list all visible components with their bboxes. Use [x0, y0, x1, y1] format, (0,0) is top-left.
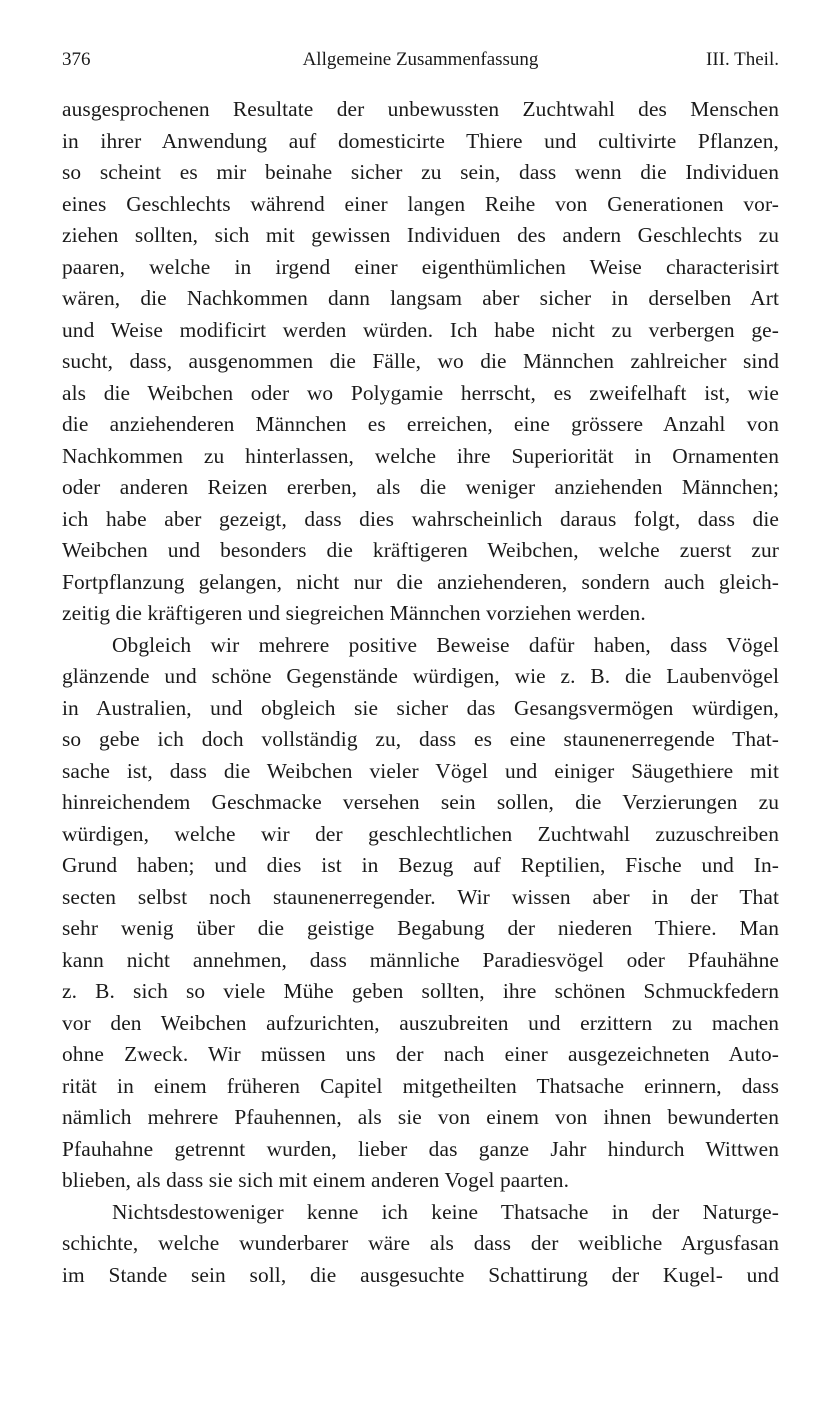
text-line: rität in einem früheren Capitel mitgetheilten Thatsache erinnern, dass	[62, 1073, 779, 1098]
text-line: sehr wenig über die geistige Begabung der niederen Thiere. Man	[62, 916, 779, 940]
text-line: Obgleich wir mehrere positive Beweise dafür haben, dass Vögel	[112, 632, 779, 657]
text-line: Nichtsdestoweniger kenne ich keine Thatsache in der Naturge-	[112, 1199, 779, 1224]
text-line: in ihrer Anwendung auf domesticirte Thiere und cultivirte Pflanzen,	[62, 128, 779, 153]
text-line: blieben, als dass sie sich mit einem anderen Vogel paarten.	[62, 1168, 570, 1192]
text-line: oder anderen Reizen ererben, als die weniger anziehenden Männchen;	[62, 475, 779, 499]
page-number: 376	[62, 49, 91, 70]
text-line: so gebe ich doch vollständig zu, dass es eine staunenerregende That-	[62, 727, 779, 751]
text-line: glänzende und schöne Gegenstände würdigen, wie z. B. die Laubenvögel	[62, 664, 779, 688]
text-line: vor den Weibchen aufzurichten, auszubreiten und erzittern zu machen	[62, 1010, 779, 1035]
paragraph	[62, 1197, 779, 1292]
text-line: ausgesprochenen Resultate der unbewussten Zuchtwahl des Menschen	[62, 97, 779, 121]
text-line: kann nicht annehmen, dass männliche Paradiesvögel oder Pfauhähne	[62, 947, 779, 972]
text-line: in Australien, und obgleich sie sicher das Gesangsvermögen würdigen,	[62, 695, 779, 720]
text-line: Pfauhahne getrennt wurden, lieber das ganze Jahr hindurch Wittwen	[62, 1136, 779, 1161]
text-line: im Stande sein soll, die ausgesuchte Schattirung der Kugel- und	[62, 1262, 779, 1287]
text-line: ohne Zweck. Wir müssen uns der nach einer ausgezeichneten Auto-	[62, 1042, 779, 1066]
text-line: Nachkommen zu hinterlassen, welche ihre Superiorität in Ornamenten	[62, 443, 779, 468]
text-line: hinreichendem Geschmacke versehen sein sollen, die Verzierungen zu	[62, 790, 779, 814]
text-line: so scheint es mir beinahe sicher zu sein, dass wenn die Individuen	[62, 160, 779, 184]
part-label: III. Theil.	[706, 49, 779, 70]
paragraph	[62, 630, 779, 1197]
text-line: secten selbst noch staunenerregender. Wir wissen aber in der That	[62, 884, 779, 909]
text-line: nämlich mehrere Pfauhennen, als sie von einem von ihnen bewunderten	[62, 1105, 779, 1129]
text-line: Fortpflanzung gelangen, nicht nur die anziehenderen, sondern auch gleich-	[62, 569, 779, 594]
text-line: Grund haben; und dies ist in Bezug auf Reptilien, Fische und In-	[62, 853, 779, 877]
text-line: Weibchen und besonders die kräftigeren Weibchen, welche zuerst zur	[62, 538, 779, 562]
text-line: die anziehenderen Männchen es erreichen, eine grössere Anzahl von	[62, 412, 779, 436]
text-line: würdigen, welche wir der geschlechtlichen Zuchtwahl zuzuschreiben	[62, 821, 779, 846]
text-line: schichte, welche wunderbarer wäre als dass der weibliche Argusfasan	[62, 1231, 779, 1255]
text-line: ziehen sollten, sich mit gewissen Individuen des andern Geschlechts zu	[62, 223, 779, 247]
text-line: sache ist, dass die Weibchen vieler Vögel und einiger Säugethiere mit	[62, 758, 779, 783]
running-title: Allgemeine Zusammenfassung	[302, 49, 539, 70]
text-line: als die Weibchen oder wo Polygamie herrscht, es zweifelhaft ist, wie	[62, 380, 779, 405]
text-line: wären, die Nachkommen dann langsam aber sicher in derselben Art	[62, 286, 779, 310]
text-line: eines Geschlechts während einer langen Reihe von Generationen vor-	[62, 191, 779, 216]
paragraph	[62, 94, 779, 630]
text-line: ich habe aber gezeigt, dass dies wahrscheinlich daraus folgt, dass die	[62, 506, 779, 531]
text-line: paaren, welche in irgend einer eigenthümlichen Weise characterisirt	[62, 254, 779, 279]
text-line: und Weise modificirt werden würden. Ich habe nicht zu verbergen ge-	[62, 317, 779, 342]
running-head	[62, 46, 779, 74]
text-line: z. B. sich so viele Mühe geben sollten, ihre schönen Schmuckfedern	[62, 979, 779, 1003]
body-text	[62, 94, 779, 1291]
text-line: sucht, dass, ausgenommen die Fälle, wo die Männchen zahlreicher sind	[62, 349, 779, 373]
text-line: zeitig die kräftigeren und siegreichen Männchen vorziehen werden.	[62, 601, 646, 625]
